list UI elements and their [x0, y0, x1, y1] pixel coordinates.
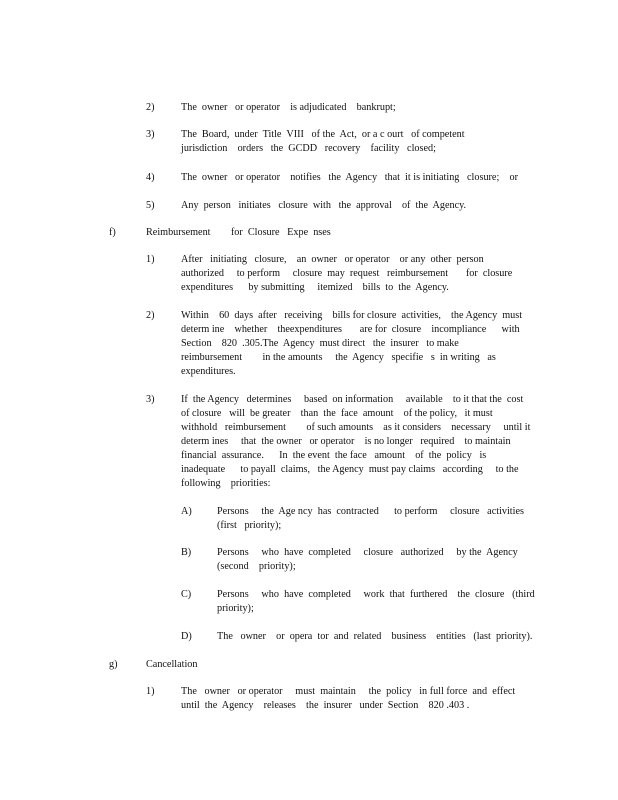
item-marker: 4) [146, 172, 155, 183]
subitem-text-line: The owner or opera tor and related business entities (last priority). [217, 631, 533, 642]
item-text-line: Section 820 .305.The Agency must direct the insurer to make [181, 338, 459, 349]
subitem-text-line: (second priority); [217, 561, 296, 572]
item-text-line: reimbursement in the amounts the Agency specifie s in writing as [181, 352, 496, 363]
item-text-line: until the Agency releases the insurer under Section 820 .403 . [181, 700, 470, 711]
item-text-line: determ ines that the owner or operator is no longer required to maintain [181, 436, 511, 447]
item-marker: 3) [146, 394, 155, 405]
item-text-line: jurisdiction orders the GCDD recovery facility closed; [181, 143, 436, 154]
subitem-marker: B) [181, 547, 192, 558]
item-text-line: inadequate to payall claims, the Agency must pay claims according to the [181, 464, 519, 475]
item-text-line: After initiating closure, an owner or operator or any other person [181, 254, 484, 265]
item-text-line: authorized to perform closure may request reimbursement for closure [181, 268, 513, 279]
item-text-line: The owner or operator is adjudicated bankrupt; [181, 102, 396, 113]
item-text-line: Within 60 days after receiving bills for closure activities, the Agency must [181, 310, 523, 321]
section-marker: g) [109, 659, 118, 670]
subitem-marker: C) [181, 589, 192, 600]
item-marker: 1) [146, 686, 155, 697]
subitem-text-line: (first priority); [217, 520, 282, 531]
item-text-line: If the Agency determines based on information available to it that the cost [181, 394, 524, 405]
item-marker: 1) [146, 254, 155, 265]
subitem-marker: D) [181, 631, 192, 642]
subitem-marker: A) [181, 506, 192, 517]
item-text-line: expenditures. [181, 366, 236, 377]
subitem-text-line: Persons who have completed work that furthered the closure (third [217, 589, 535, 600]
subitem-text-line: Persons who have completed closure authorized by the Agency [217, 547, 518, 558]
item-text-line: financial assurance. In the event the face amount of the policy is [181, 450, 487, 461]
item-text-line: The Board, under Title VIII of the Act, or a c ourt of competent [181, 129, 465, 140]
item-text-line: The owner or operator must maintain the policy in full force and effect [181, 686, 516, 697]
section-heading: Cancellation [146, 659, 198, 670]
item-text-line: withhold reimbursement of such amounts as it considers necessary until it [181, 422, 531, 433]
item-marker: 2) [146, 102, 155, 113]
item-marker: 2) [146, 310, 155, 321]
item-text-line: of closure will be greater than the face amount of the policy, it must [181, 408, 493, 419]
section-marker: f) [109, 227, 116, 238]
item-text-line: The owner or operator notifies the Agency that it is initiating closure; or [181, 172, 518, 183]
subitem-text-line: priority); [217, 603, 254, 614]
section-heading: Reimbursement for Closure Expe nses [146, 227, 331, 238]
subitem-text-line: Persons the Age ncy has contracted to perform closure activities [217, 506, 524, 517]
item-text-line: determ ine whether theexpenditures are for closure incompliance with [181, 324, 520, 335]
item-text-line: Any person initiates closure with the approval of the Agency. [181, 200, 467, 211]
item-text-line: following priorities: [181, 478, 271, 489]
item-marker: 5) [146, 200, 155, 211]
item-text-line: expenditures by submitting itemized bills to the Agency. [181, 282, 449, 293]
item-marker: 3) [146, 129, 155, 140]
